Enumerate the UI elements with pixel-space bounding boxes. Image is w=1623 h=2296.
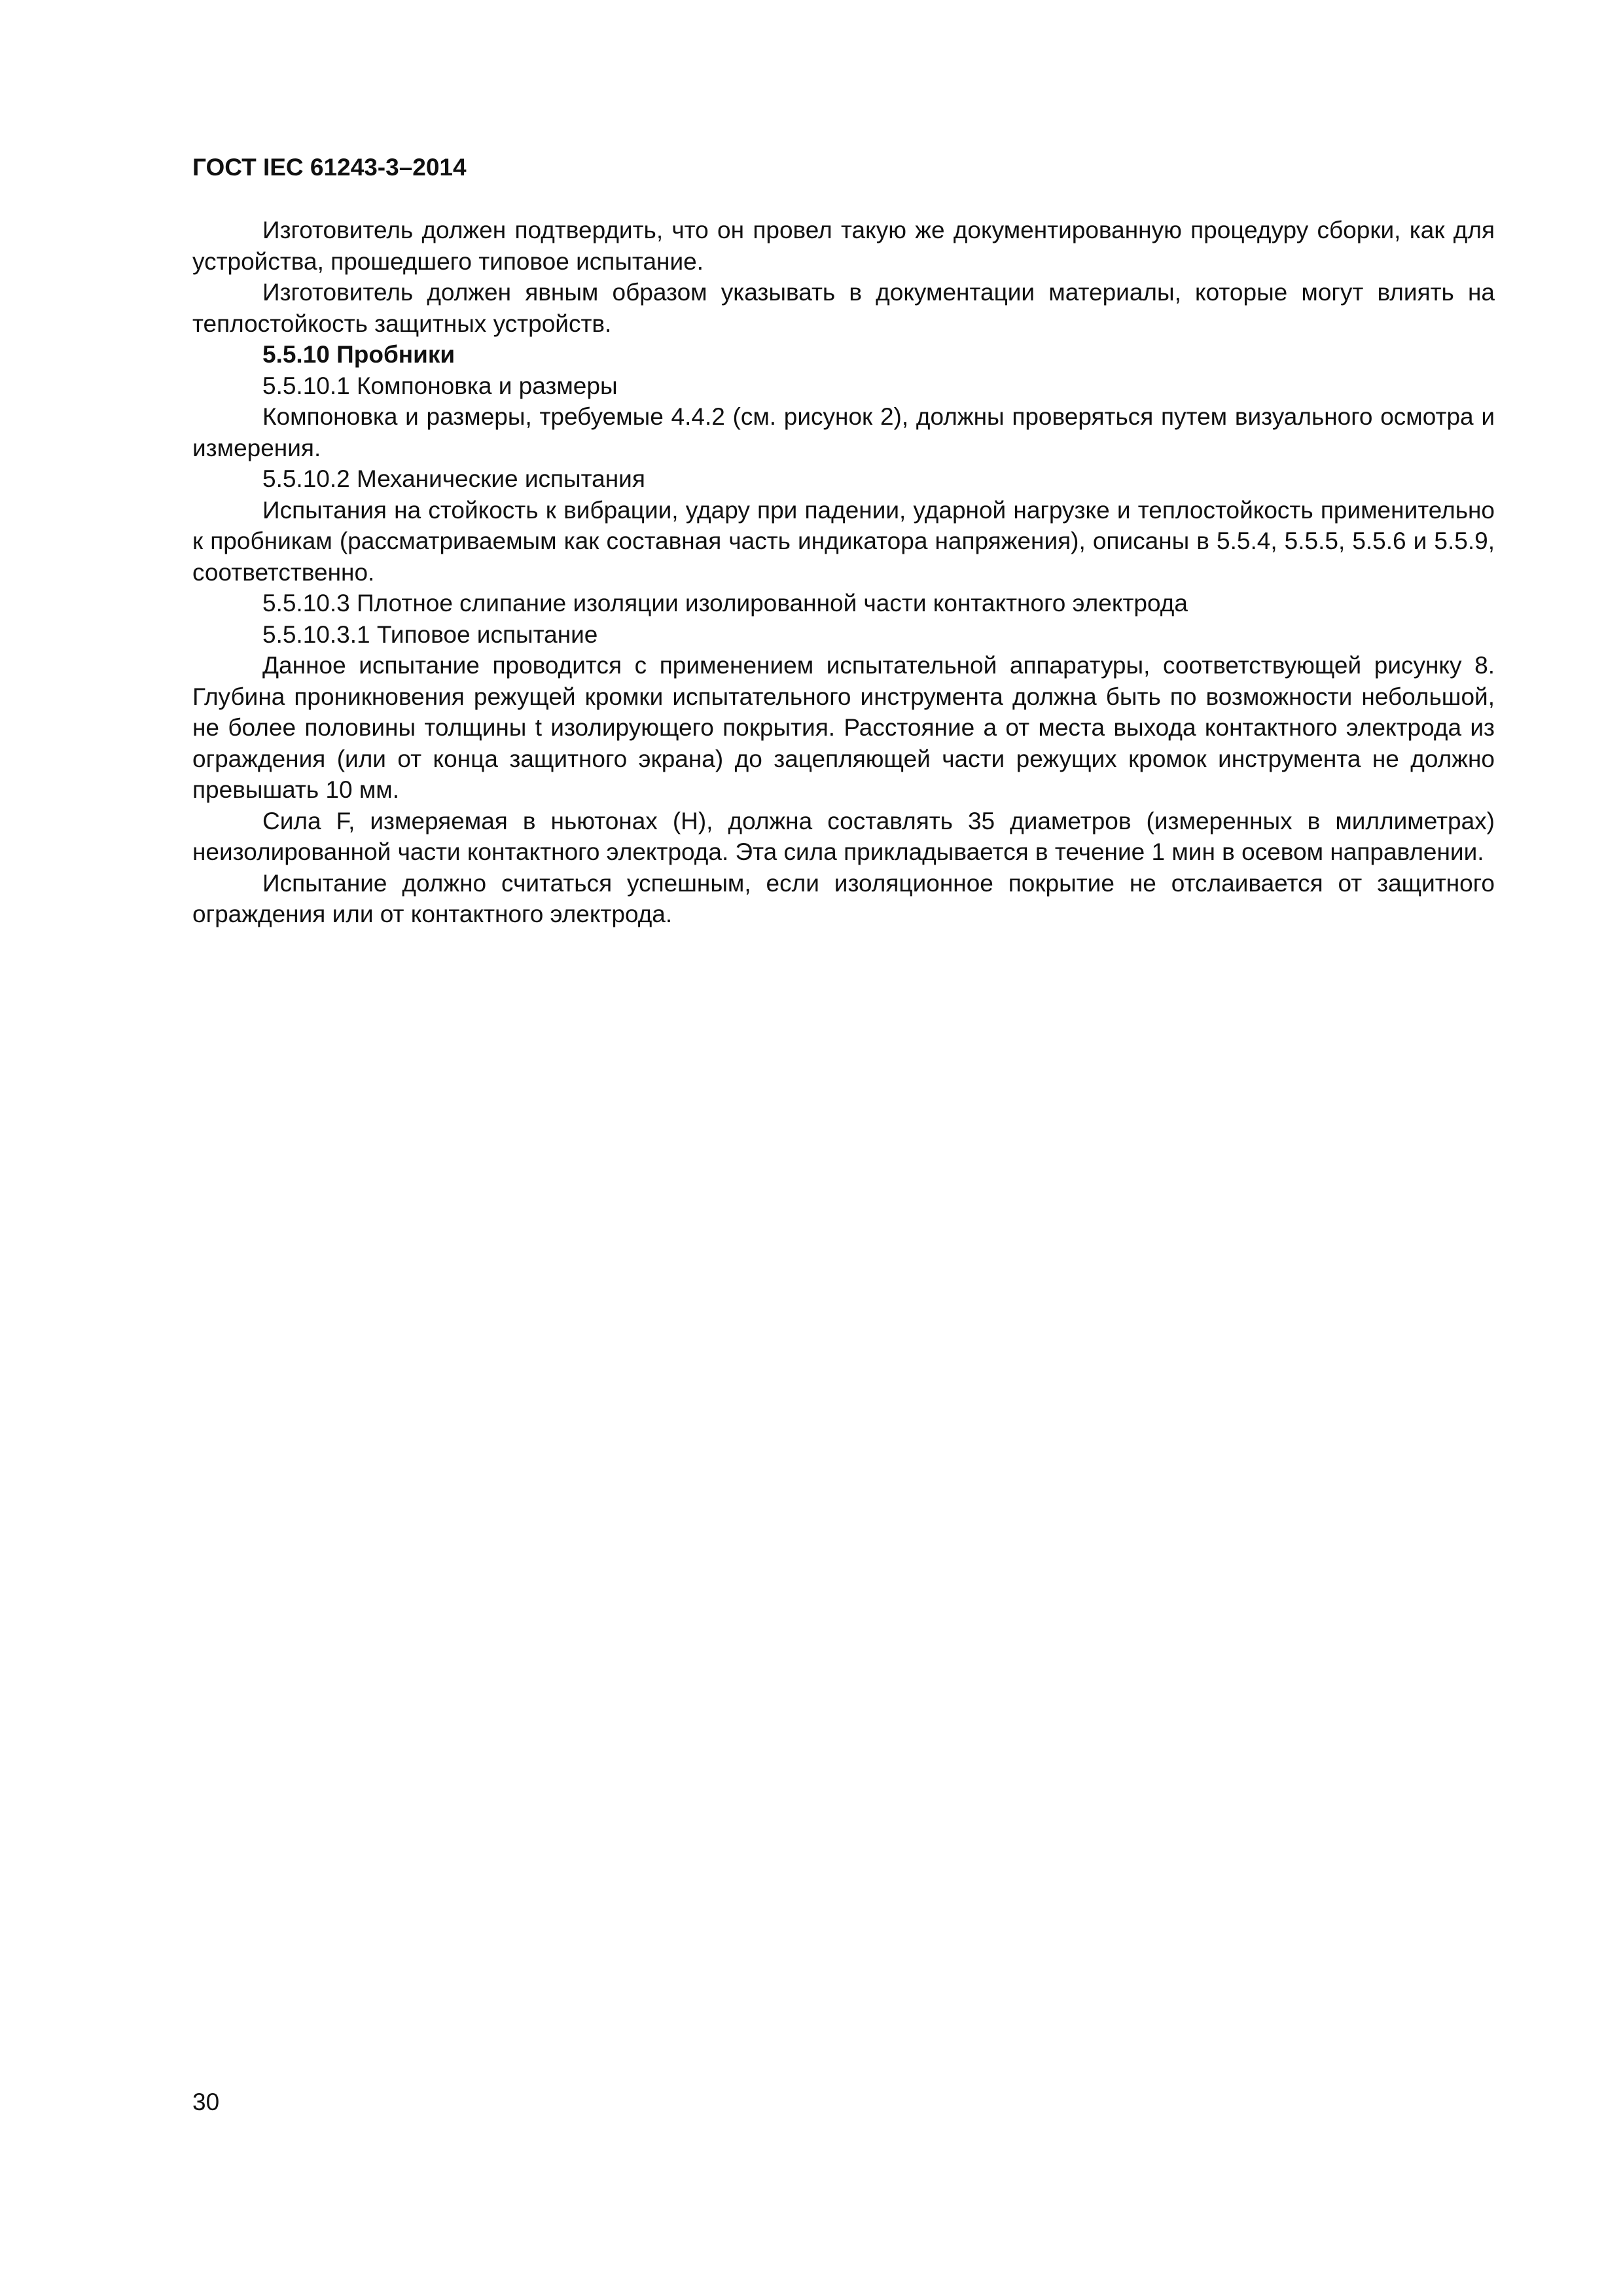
paragraph-assembly-procedure: Изготовитель должен подтвердить, что он провел такую же документированную процедуру сборки, как для устройства, прошедшего типовое испытание. — [192, 217, 1495, 275]
paragraph-mechanical-tests: Испытания на стойкость к вибрации, удару при падении, ударной нагрузке и теплостойкость применительно к пробникам (рассматриваемым как составная часть индикатора напряжения), описаны в 5.5.4, 5.5.5, 5.5.6 и 5.5.9, соответственно. — [192, 496, 1495, 586]
subsection-heading-layout-dimensions: 5.5.10.1 Компоновка и размеры — [262, 372, 618, 399]
paragraph-test-apparatus: Данное испытание проводится с применением испытательной аппаратуры, соответствующей рисунку 8. Глубина проникновения режущей кромки испытательного инструмента должна быть по возможности небольшой, не более половины толщины t изолирующего покрытия. Расстояние a от места выхода контактного электрода из ограждения (или от конца защитного экрана) до зацепляющей части режущих кромок инструмента не должно превышать 10 мм. — [192, 652, 1495, 803]
paragraph-layout-dimensions: Компоновка и размеры, требуемые 4.4.2 (см. рисунок 2), должны проверяться путем визуального осмотра и измерения. — [192, 403, 1495, 461]
subsection-heading-mechanical-tests: 5.5.10.2 Механические испытания — [262, 465, 645, 492]
document-header: ГОСТ IEC 61243-3–2014 — [192, 154, 467, 181]
paragraph-test-success: Испытание должно считаться успешным, если изоляционное покрытие не отслаивается от защитного ограждения или от контактного электрода. — [192, 869, 1495, 927]
paragraph-materials-documentation: Изготовитель должен явным образом указывать в документации материалы, которые могут влиять на теплостойкость защитных устройств. — [192, 279, 1495, 337]
document-body — [192, 215, 1495, 930]
page-number: 30 — [192, 2089, 220, 2115]
section-heading-probes: 5.5.10 Пробники — [262, 341, 455, 368]
paragraph-force: Сила F, измеряемая в ньютонах (Н), должна составлять 35 диаметров (измеренных в миллиметрах) неизолированной части контактного электрода. Эта сила прикладывается в течение 1 мин в осевом направлении. — [192, 807, 1495, 865]
subsection-heading-insulation-adhesion: 5.5.10.3 Плотное слипание изоляции изолированной части контактного электрода — [262, 590, 1188, 617]
subsection-heading-type-test: 5.5.10.3.1 Типовое испытание — [262, 620, 598, 648]
